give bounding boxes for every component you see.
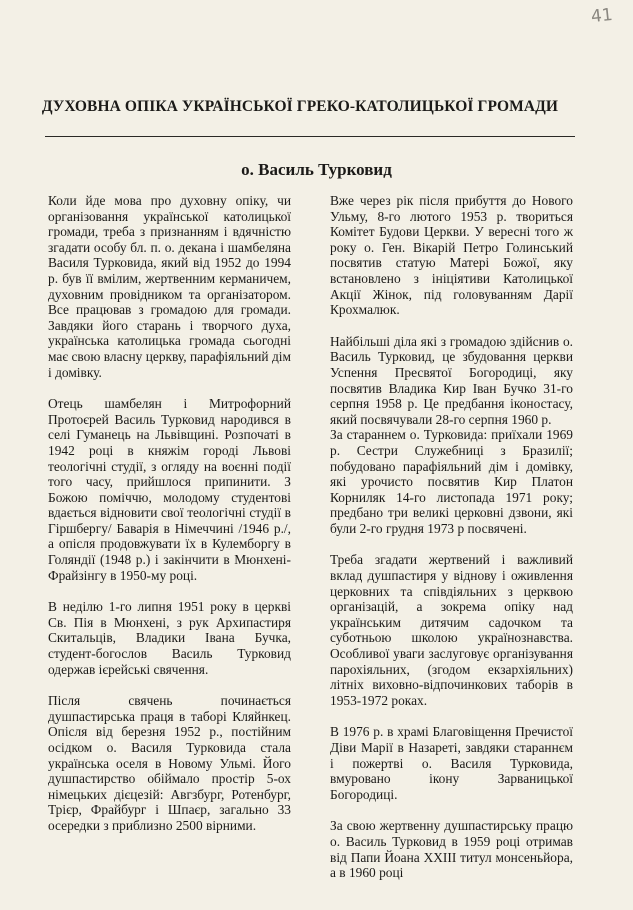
right-paragraph: Найбільші діла які з громадою здійснив о. Василь Турковид, це збудовання церкви Успення Пресвятої Богородиці, яку посвятив Владика Кир Іван Бучко 31-го серпня 1958 р. Це предбання іконостасу, який посвячували 28-го серпня 1960 р. (330, 333, 573, 427)
heading-rule (45, 136, 575, 137)
right-paragraph: За свою жертвенну душпастирську працю о. Василь Турковид в 1959 році отримав від Папи Йоана XXIII титул монсеньйора, а в 1960 році (330, 818, 573, 881)
left-paragraph: Коли йде мова про духовну опіку, чи організовання української католицької громади, треба з признанням і вдячністю згадати особу бл. п. о. декана і шамбеляна Василя Турковида, який від 1952 до 1994 р. був її вмілим, жертвенним керманичем, духовним провідником та організатором. Все працював з громадою для громади. Завдяки його старань і творчого духа, українська католицька громада сьогодні має свою власну церкву, парафіяльний дім і домівку. (48, 193, 291, 380)
left-column (48, 193, 291, 834)
left-paragraph: Отець шамбелян і Митрофорний Протоєрей Василь Турковид народився в селі Гуманець на Львівщині. Розпочаті в 1942 році в княжім городі Львові теологічні студії, з огляду на воєнні події того часу, прийшлося припинити. З Божою поміччю, молодому студентові вдається відновити свої теологічні студії в Гіршбергу/ Баварія в Німеччині /1946 р./, а опісля продовжувати їх в Кулемборгу в Голяндії (1948 р.) і закінчити в Мюнхені-Фрайзінгу в 1950-му році. (48, 396, 291, 583)
right-paragraph: В 1976 р. в храмі Благовіщення Пречистої Діви Марії в Назареті, завдяки стараннєм і пожертві о. Василя Турковида, вмуровано ікону Зарваницької Богородиці. (330, 724, 573, 802)
right-paragraph: Вже через рік після прибуття до Нового Ульму, 8-го лютого 1953 р. твориться Комітет Будови Церкви. У вересні того ж року о. Ген. Вікарій Петро Голинський посвятив статую Матері Божої, яку встановлено з ініціятиви Католицької Акції Жінок, під головуванням Дарії Крохмалюк. (330, 193, 573, 318)
article-subtitle: о. Василь Турковид (241, 160, 392, 179)
page-number: 41 (590, 4, 614, 28)
right-column (330, 193, 573, 881)
right-paragraph: Треба згадати жертвений і важливий вклад душпастиря у віднову і оживлення церковних та співдіяльних з церквою організацій, а зокрема опіку над українським дитячим садочком та суботньою школою українознавства. Особливої уваги заслуговує організування парохіяльних, (згодом екзархіяльних) літніх виховно-відпочинкових таборів в 1953-1972 роках. (330, 552, 573, 708)
right-paragraph: За стараннем о. Турковида: приїхали 1969 р. Сестри Служебниці з Бразилії; побудовано парафіяльний дім і домівку, які урочисто посвятив Кир Платон Корниляк 14-го листопада 1971 року; предбано три великі церковні дзвони, які були 2-го грудня 1973 р посвячені. (330, 427, 573, 536)
left-paragraph: Після свячень починається душпастирська праця в таборі Кляйнкец. Опісля від березня 1952 р., постійним осідком о. Василя Турковида стала українська оселя в Новому Ульмі. Його душпастирство обіймало простір 5-ох німецьких дієцезій: Авгзбург, Ротенбург, Трієр, Фрайбург і Шпаєр, загально 33 осередки з приблизно 2500 вірними. (48, 693, 291, 833)
left-paragraph: В неділю 1-го липня 1951 року в церкві Св. Пія в Мюнхені, з рук Архипастиря Скитальців, Владики Івана Бучка, студент-богослов Василь Турковид одержав ієрейські свячення. (48, 599, 291, 677)
page-heading: ДУХОВНА ОПІКА УКРАЇНСЬКОЇ ГРЕКО-КАТОЛИЦЬКОЇ ГРОМАДИ (41, 98, 559, 115)
